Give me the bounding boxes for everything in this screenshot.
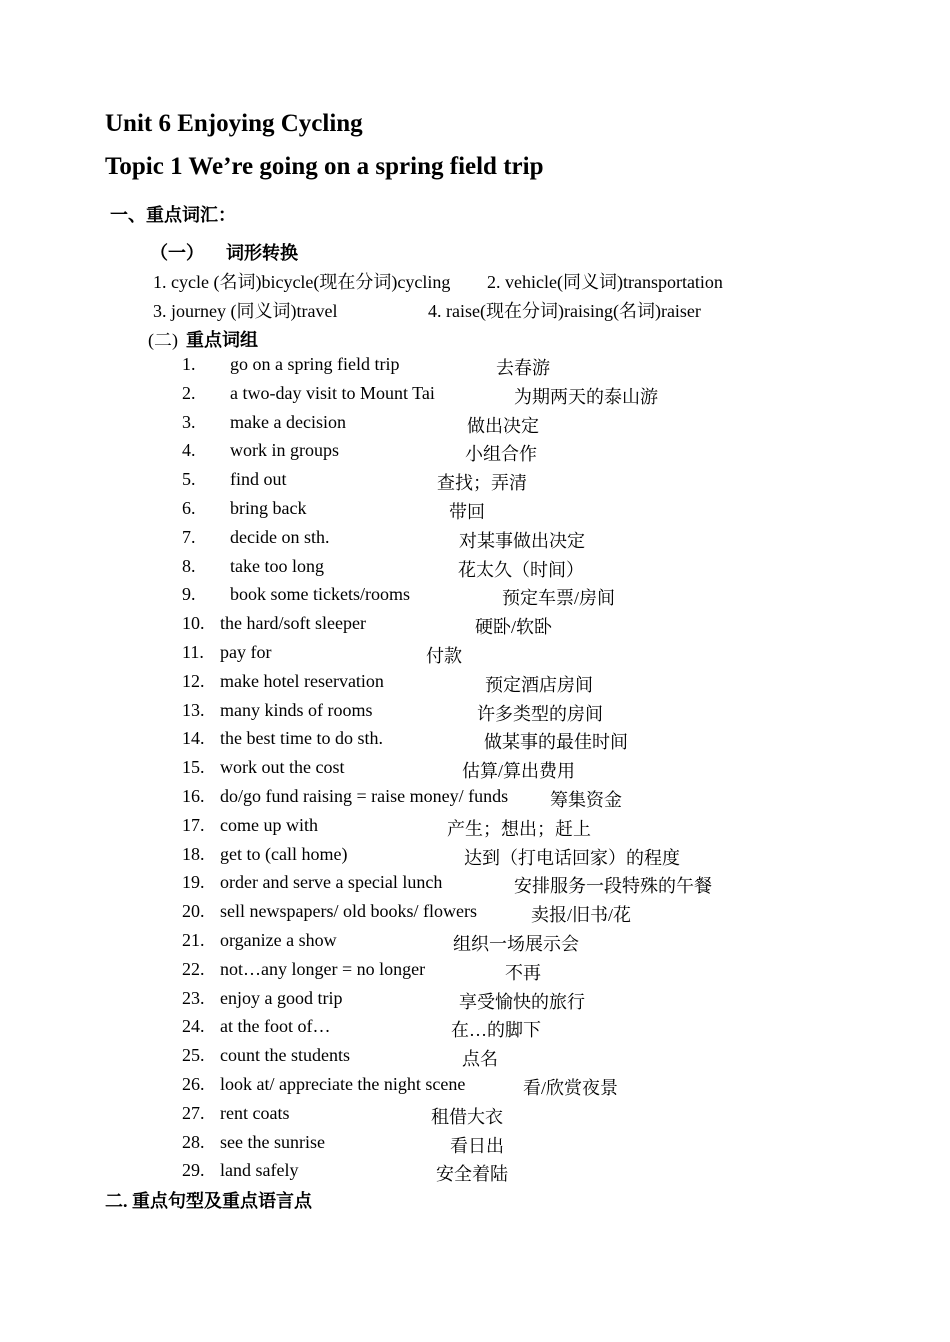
phrase-row (182, 440, 782, 464)
phrase-row (182, 988, 782, 1012)
phrase-english: order and serve a special lunch (220, 872, 443, 892)
phrase-chinese: 估算/算出费用 (462, 761, 576, 781)
phrase-english: the best time to do sth. (220, 728, 383, 748)
phrase-number: 16. (182, 786, 205, 806)
phrase-english: book some tickets/rooms (230, 584, 410, 604)
phrase-row (182, 728, 782, 752)
phrase-chinese: 卖报/旧书/花 (531, 905, 632, 925)
phrase-number: 23. (182, 988, 205, 1008)
phrase-number: 29. (182, 1160, 205, 1180)
phrase-row (182, 1160, 782, 1184)
phrase-chinese: 产生；想出；赶上 (447, 819, 591, 839)
phrase-chinese: 做某事的最佳时间 (484, 732, 628, 752)
sub2-number: (二) (148, 330, 178, 350)
phrase-chinese: 查找；弄清 (437, 473, 527, 493)
phrase-number: 26. (182, 1074, 205, 1094)
phrase-row (182, 412, 782, 436)
phrase-english: sell newspapers/ old books/ flowers (220, 901, 477, 921)
phrase-chinese: 看/欣赏夜景 (523, 1078, 619, 1098)
phrase-english: take too long (230, 556, 324, 576)
sub1-number: （一） (150, 243, 204, 263)
phrase-number: 5. (182, 469, 196, 489)
phrase-number: 7. (182, 527, 196, 547)
phrase-row (182, 527, 782, 551)
phrase-number: 1. (182, 354, 196, 374)
phrase-chinese: 在…的脚下 (451, 1020, 541, 1040)
phrase-row (182, 556, 782, 580)
phrase-english: see the sunrise (220, 1132, 325, 1152)
phrase-chinese: 租借大衣 (431, 1107, 503, 1127)
topic-title: Topic 1 We’re going on a spring field trip (105, 153, 544, 180)
phrase-row (182, 498, 782, 522)
phrase-number: 25. (182, 1045, 205, 1065)
sub2-title: 重点词组 (186, 330, 258, 350)
phrase-row (182, 872, 782, 896)
phrase-row (182, 1132, 782, 1156)
phrase-row (182, 901, 782, 925)
phrase-row (182, 930, 782, 954)
phrase-number: 13. (182, 700, 205, 720)
phrase-english: work out the cost (220, 757, 345, 777)
conversion-2: 2. vehicle(同义词)transportation (487, 272, 723, 292)
phrase-number: 12. (182, 671, 205, 691)
phrase-number: 8. (182, 556, 196, 576)
section1-heading: 一、重点词汇： (110, 205, 236, 225)
phrase-number: 27. (182, 1103, 205, 1123)
phrase-english: do/go fund raising = raise money/ funds (220, 786, 509, 806)
phrase-english: make a decision (230, 412, 346, 432)
phrase-english: go on a spring field trip (230, 354, 400, 374)
phrase-number: 9. (182, 584, 196, 604)
phrase-chinese: 达到（打电话回家）的程度 (464, 848, 680, 868)
unit-title: Unit 6 Enjoying Cycling (105, 110, 363, 137)
phrase-number: 10. (182, 613, 205, 633)
phrase-chinese: 付款 (426, 646, 462, 666)
phrase-chinese: 去春游 (496, 358, 550, 378)
phrase-english: get to (call home) (220, 844, 348, 864)
phrase-number: 6. (182, 498, 196, 518)
phrase-number: 11. (182, 642, 204, 662)
phrase-english: many kinds of rooms (220, 700, 373, 720)
phrase-chinese: 小组合作 (465, 444, 537, 464)
phrase-english: find out (230, 469, 287, 489)
phrase-number: 21. (182, 930, 205, 950)
phrase-chinese: 为期两天的泰山游 (514, 387, 658, 407)
phrase-english: come up with (220, 815, 318, 835)
phrase-row (182, 700, 782, 724)
phrase-english: a two-day visit to Mount Tai (230, 383, 435, 403)
conversion-4: 4. raise(现在分词)raising(名词)raiser (428, 301, 701, 321)
phrase-number: 4. (182, 440, 196, 460)
phrase-english: work in groups (230, 440, 339, 460)
phrase-chinese: 带回 (449, 502, 485, 522)
phrase-chinese: 对某事做出决定 (459, 531, 585, 551)
section2-heading: 二. 重点句型及重点语言点 (105, 1191, 312, 1211)
phrase-number: 3. (182, 412, 196, 432)
phrase-row (182, 786, 782, 810)
phrase-chinese: 安全着陆 (436, 1164, 508, 1184)
phrase-row (182, 469, 782, 493)
phrase-english: make hotel reservation (220, 671, 384, 691)
phrase-chinese: 享受愉快的旅行 (459, 992, 585, 1012)
phrase-row (182, 1103, 782, 1127)
phrase-number: 28. (182, 1132, 205, 1152)
phrase-number: 19. (182, 872, 205, 892)
phrase-chinese: 做出决定 (467, 416, 539, 436)
phrase-row (182, 1016, 782, 1040)
phrase-row (182, 671, 782, 695)
phrase-english: count the students (220, 1045, 350, 1065)
phrase-number: 24. (182, 1016, 205, 1036)
phrase-chinese: 许多类型的房间 (477, 704, 603, 724)
phrase-number: 2. (182, 383, 196, 403)
phrase-row (182, 613, 782, 637)
phrase-row (182, 959, 782, 983)
phrase-english: rent coats (220, 1103, 290, 1123)
phrase-chinese: 预定车票/房间 (502, 588, 616, 608)
phrase-chinese: 点名 (462, 1049, 498, 1069)
phrase-number: 14. (182, 728, 205, 748)
phrase-english: the hard/soft sleeper (220, 613, 366, 633)
conversion-1: 1. cycle (名词)bicycle(现在分词)cycling (153, 272, 451, 292)
phrase-row (182, 584, 782, 608)
phrase-number: 15. (182, 757, 205, 777)
phrase-english: organize a show (220, 930, 337, 950)
phrase-english: decide on sth. (230, 527, 330, 547)
phrase-row (182, 757, 782, 781)
phrase-english: enjoy a good trip (220, 988, 343, 1008)
phrase-row (182, 1074, 782, 1098)
phrase-chinese: 预定酒店房间 (485, 675, 593, 695)
sub1-title: 词形转换 (226, 243, 298, 263)
phrase-chinese: 组织一场展示会 (453, 934, 579, 954)
phrase-row (182, 354, 782, 378)
phrase-english: at the foot of… (220, 1016, 331, 1036)
phrase-chinese: 硬卧/软卧 (475, 617, 553, 637)
phrase-row (182, 383, 782, 407)
phrase-row (182, 815, 782, 839)
phrase-number: 20. (182, 901, 205, 921)
phrase-chinese: 看日出 (450, 1136, 504, 1156)
phrase-number: 22. (182, 959, 205, 979)
phrase-number: 17. (182, 815, 205, 835)
phrase-number: 18. (182, 844, 205, 864)
phrase-row (182, 844, 782, 868)
phrase-english: land safely (220, 1160, 299, 1180)
phrase-english: not…any longer = no longer (220, 959, 426, 979)
phrase-row (182, 642, 782, 666)
phrase-chinese: 不再 (505, 963, 541, 983)
phrase-english: pay for (220, 642, 272, 662)
phrase-chinese: 安排服务一段特殊的午餐 (514, 876, 712, 896)
phrase-chinese: 筹集资金 (550, 790, 622, 810)
phrase-english: look at/ appreciate the night scene (220, 1074, 466, 1094)
phrase-english: bring back (230, 498, 307, 518)
phrase-chinese: 花太久（时间） (458, 560, 584, 580)
conversion-3: 3. journey (同义词)travel (153, 301, 338, 321)
phrase-row (182, 1045, 782, 1069)
